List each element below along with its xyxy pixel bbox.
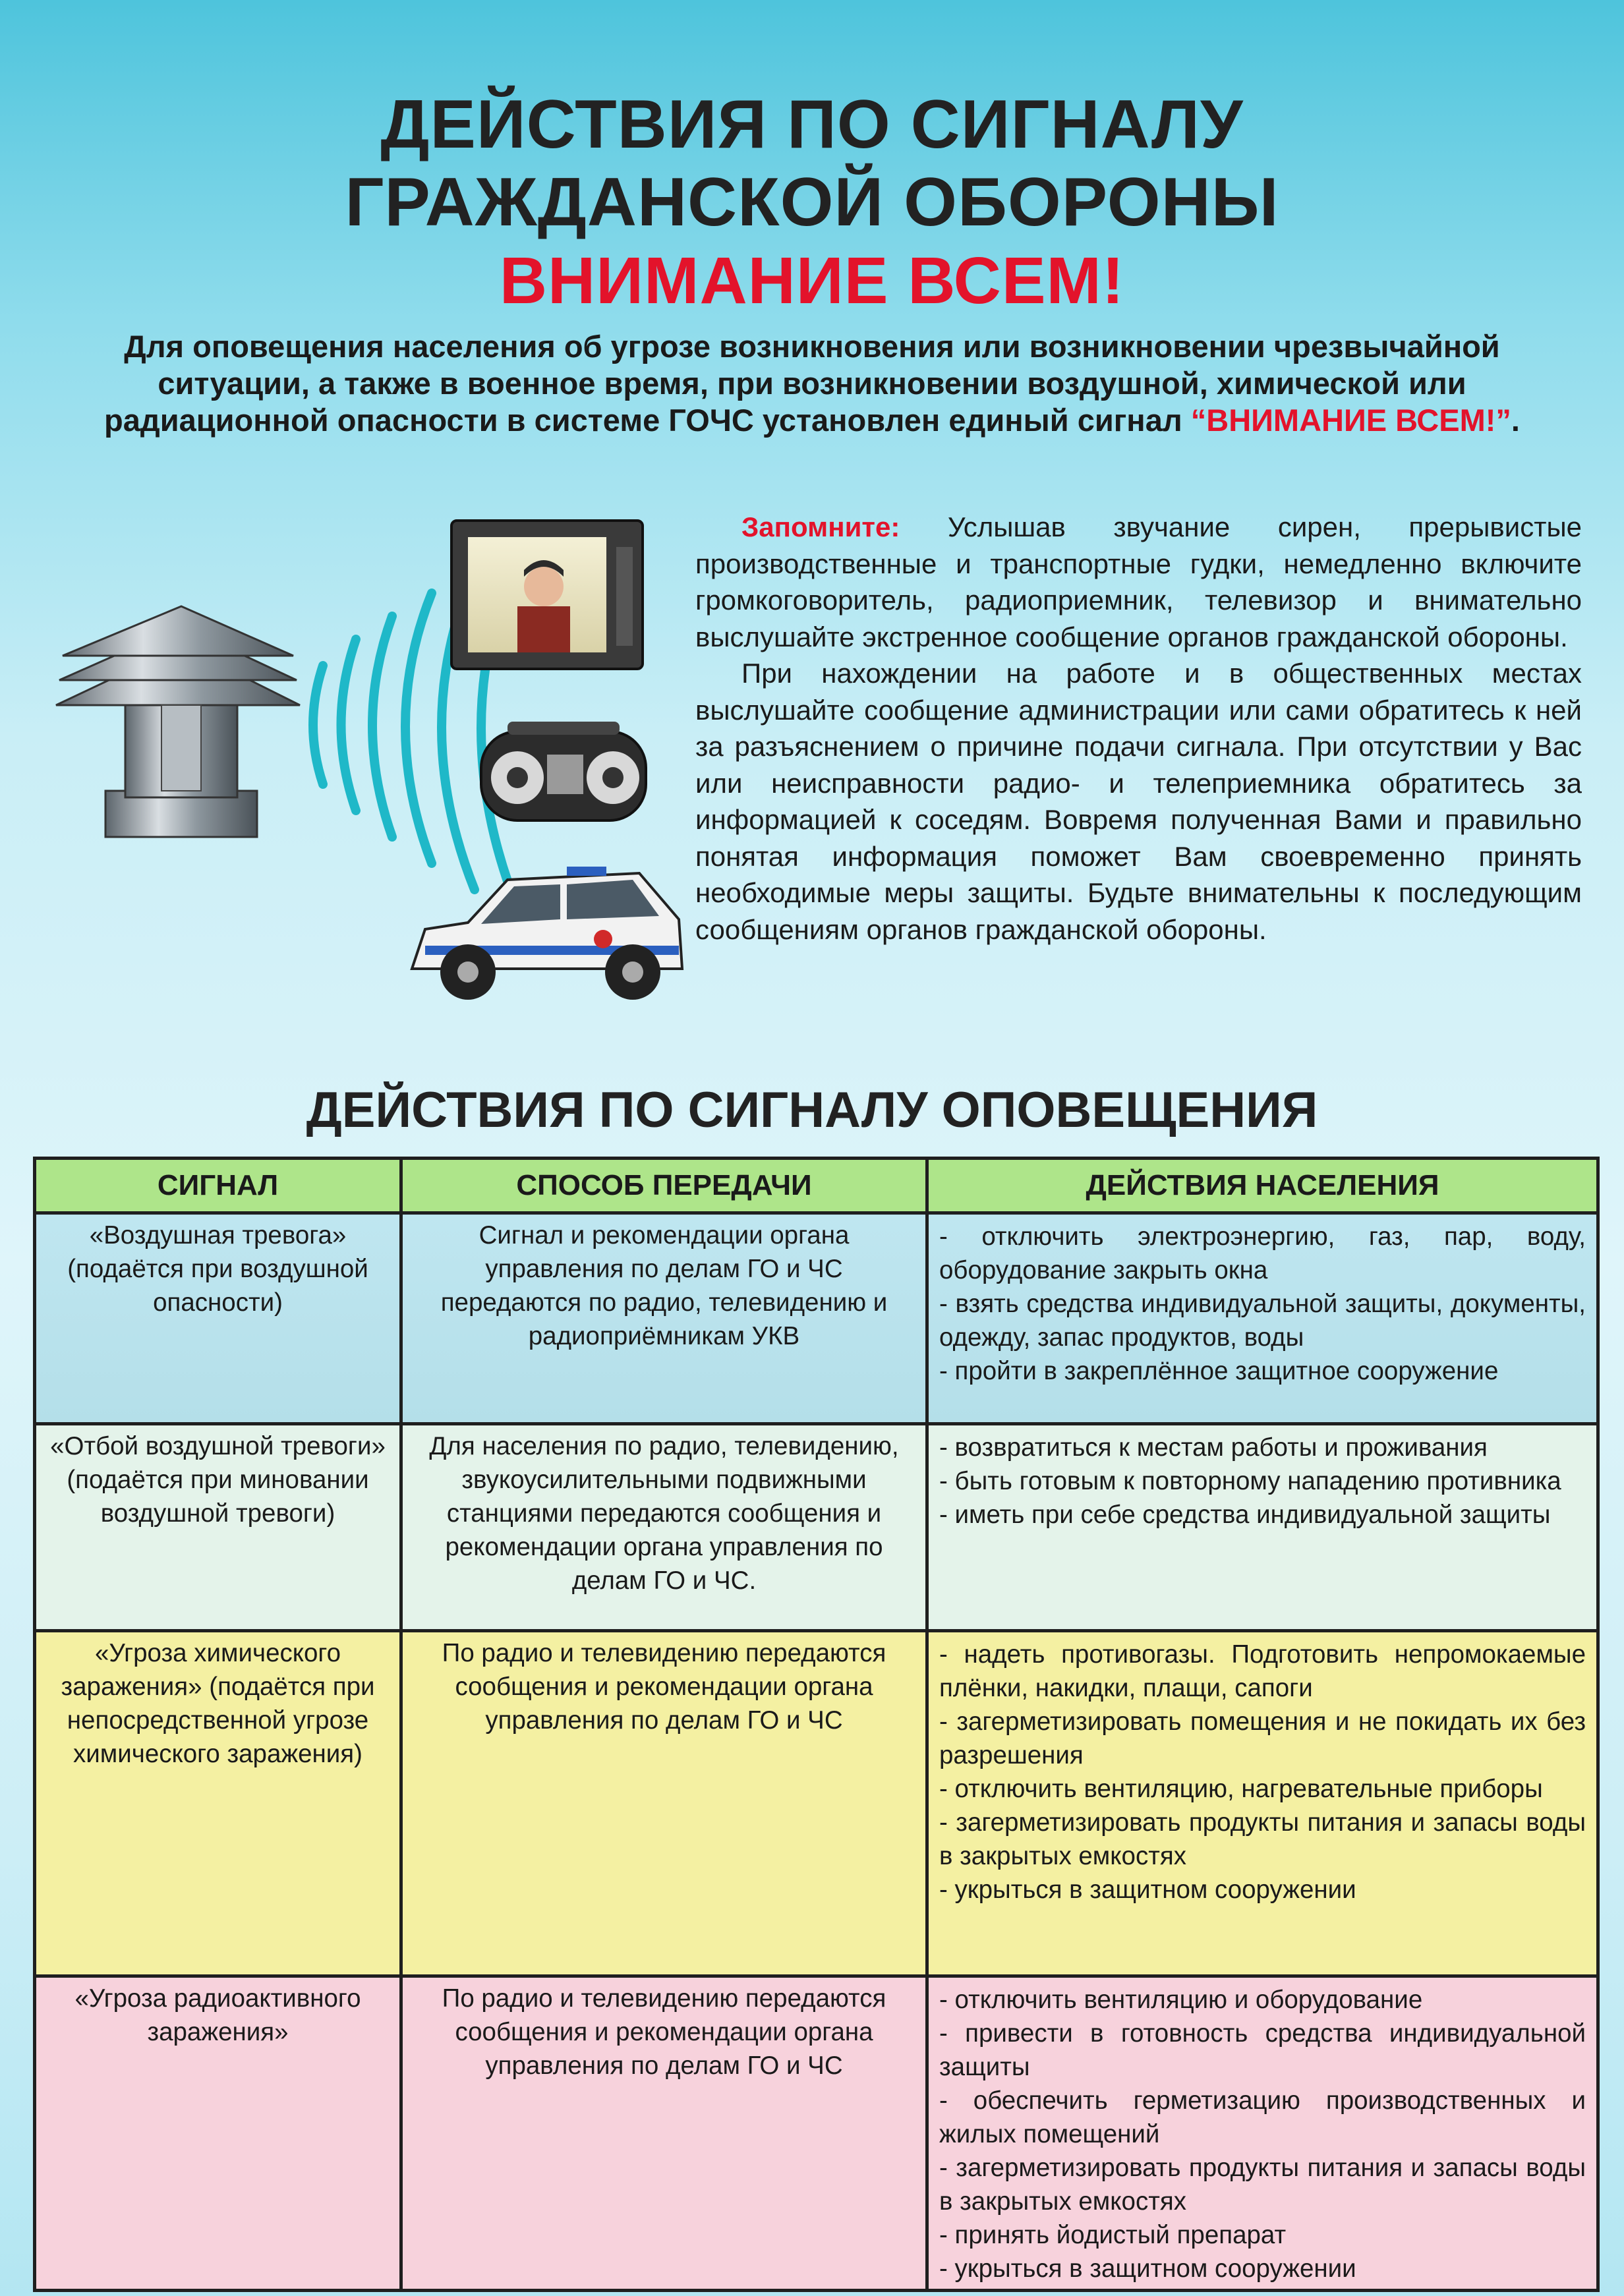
action-item: - обеспечить герметизацию производственных и жилых помещений [939, 2086, 1586, 2148]
action-item: - привести в готовность средства индивидуальной защиты [939, 2019, 1586, 2081]
section-title: ДЕЙСТВИЯ ПО СИГНАЛУ ОПОВЕЩЕНИЯ [306, 1082, 1318, 1138]
table-row [35, 1631, 1598, 1976]
action-item: - укрыться в защитном сооружении [939, 1876, 1356, 1904]
method-cell: По радио и телевидению передаются сообщения и рекомендации органа управления по делам ГО и ЧС [401, 1976, 927, 2291]
action-item: - взять средства индивидуальной защиты, документы, одежду, запас продуктов, воды [939, 1290, 1586, 1352]
action-item: - загерметизировать продукты питания и запасы воды в закрытых емкостях [939, 2154, 1586, 2216]
table-row [35, 1424, 1598, 1631]
remember-paragraph-1 [695, 509, 1582, 655]
remember-label: Запомните: [741, 511, 900, 542]
action-item: - принять йодистый препарат [939, 2221, 1287, 2249]
action-item: - быть готовым к повторному нападению противника [939, 1467, 1561, 1495]
actions-cell [927, 1976, 1598, 2291]
signals-table [33, 1157, 1600, 2292]
signal-cell: «Воздушная тревога» (подаётся при воздушной опасности) [35, 1213, 401, 1424]
page-title-line-2: ГРАЖДАНСКОЙ ОБОРОНЫ [345, 164, 1279, 241]
method-cell: По радио и телевидению передаются сообщения и рекомендации органа управления по делам ГО и ЧС [401, 1631, 927, 1976]
remember-paragraph-2: При нахождении на работе и в общественных местах выслушайте сообщение администрации или сами обратитесь к ней за разъяснением о причине подачи сигнала. При отсутствии у Вас или неисправности радио- и телеприемника обратитесь за информацией к соседям. Вовремя полученная Вами и правильно понятая информация поможет Вам своевременно принять необходимые меры защиты. Будьте внимательны к последующим сообщениям органов гражданской обороны. [695, 658, 1582, 945]
action-item: - пройти в закреплённое защитное сооружение [939, 1357, 1499, 1385]
action-item: - отключить вентиляцию и оборудование [939, 1986, 1423, 2014]
action-item: - отключить электроэнергию, газ, пар, воду, оборудование закрыть окна [939, 1222, 1586, 1284]
police-car-icon [412, 867, 682, 1000]
table-row [35, 1976, 1598, 2291]
table-row [35, 1213, 1598, 1424]
page-title-line-1: ДЕЙСТВИЯ ПО СИГНАЛУ [380, 86, 1244, 163]
signal-cell: «Отбой воздушной тревоги» (подаётся при миновании воздушной тревоги) [35, 1424, 401, 1631]
action-item: - загерметизировать продукты питания и запасы воды в закрытых емкостях [939, 1808, 1586, 1870]
method-cell: Сигнал и рекомендации органа управления по делам ГО и ЧС передаются по радио, телевидению и радиоприёмникам УКВ [401, 1213, 927, 1424]
intro-signal: “ВНИМАНИЕ ВСЕМ!” [1190, 403, 1511, 438]
action-item: - отключить вентиляцию, нагревательные приборы [939, 1775, 1543, 1803]
action-item: - возвратиться к местам работы и проживания [939, 1433, 1488, 1462]
action-item: - иметь при себе средства индивидуальной защиты [939, 1501, 1551, 1529]
header-signal: СИГНАЛ [35, 1159, 401, 1213]
action-item: - надеть противогазы. Подготовить непромокаемые плёнки, накидки, плащи, сапоги [939, 1640, 1586, 1702]
header-actions: ДЕЙСТВИЯ НАСЕЛЕНИЯ [927, 1159, 1598, 1213]
intro-end: . [1511, 403, 1520, 438]
siren-icon [56, 606, 300, 837]
method-cell: Для населения по радио, телевидению, звукоусилительными подвижными станциями передаются сообщения и рекомендации органа управления по делам ГО и ЧС. [401, 1424, 927, 1631]
alert-title: ВНИМАНИЕ ВСЕМ! [499, 244, 1125, 318]
actions-cell [927, 1424, 1598, 1631]
remember-block [695, 509, 1582, 948]
tv-icon [451, 521, 643, 669]
header-method: СПОСОБ ПЕРЕДАЧИ [401, 1159, 927, 1213]
signal-cell: «Угроза химического заражения» (подаётся при непосредственной угрозе химического заражения) [35, 1631, 401, 1976]
radio-icon [481, 722, 646, 820]
actions-cell [927, 1631, 1598, 1976]
remember-text-1: Услышав звучание сирен, прерывистые производственные и транспортные гудки, немедленно включите громкоговоритель, радиоприемник, телевизор и внимательно выслушайте экстренное сообщение органов гражданской обороны. [695, 511, 1582, 652]
signal-cell: «Угроза радиоактивного заражения» [35, 1976, 401, 2291]
actions-cell [927, 1213, 1598, 1424]
action-item: - загерметизировать помещения и не покидать их без разрешения [939, 1708, 1586, 1769]
illustration [46, 507, 692, 1035]
table-header-row [35, 1159, 1598, 1213]
action-item: - укрыться в защитном сооружении [939, 2254, 1356, 2283]
intro-text: Для оповещения населения об угрозе возникновения или возникновении чрезвычайной ситуации, а также в военное время, при возникновении воздушной, химической или радиационной опасности в системе ГОЧС установлен единый сигнал [104, 329, 1500, 438]
intro-paragraph [66, 328, 1558, 439]
